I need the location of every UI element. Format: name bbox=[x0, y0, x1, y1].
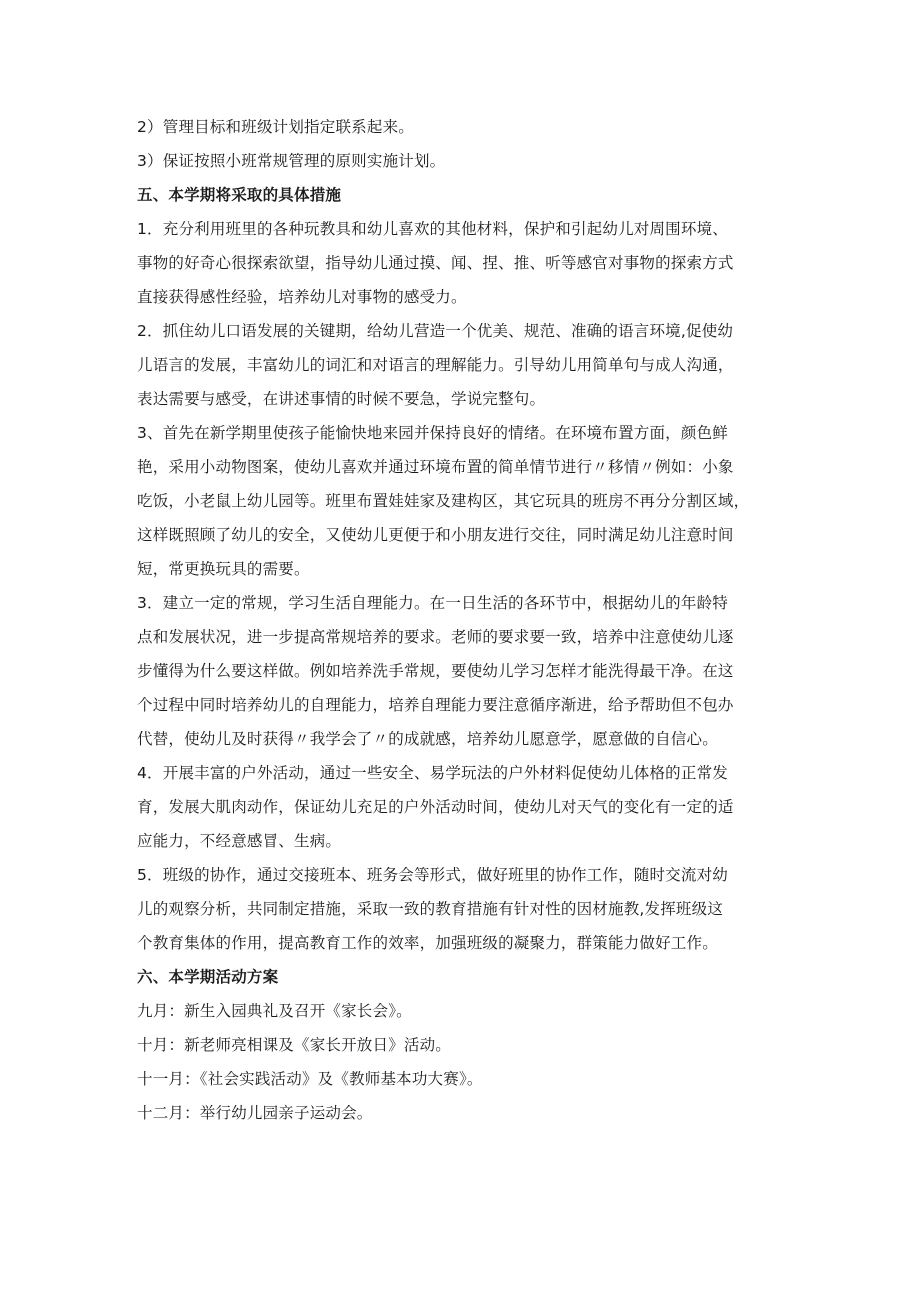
text-line: 个过程中同时培养幼儿的自理能力，培养自理能力要注意循序渐进，给予帮助但不包办 bbox=[137, 696, 734, 714]
text-line: 短，常更换玩具的需要。 bbox=[137, 560, 310, 578]
text-line: 儿语言的发展，丰富幼儿的词汇和对语言的理解能力。引导幼儿用简单句与成人沟通， bbox=[137, 356, 734, 374]
text-line: 育，发展大肌肉动作，保证幼儿充足的户外活动时间，使幼儿对天气的变化有一定的适 bbox=[137, 798, 734, 816]
text-line: 代替，使幼儿及时获得〃我学会了〃的成就感，培养幼儿愿意学，愿意做的自信心。 bbox=[137, 730, 718, 748]
text-line: 表达需要与感受，在讲述事情的时候不要急，学说完整句。 bbox=[137, 390, 546, 408]
text-line: 直接获得感性经验，培养幼儿对事物的感受力。 bbox=[137, 288, 467, 306]
document-body bbox=[137, 110, 787, 1130]
text-line: 吃饭，小老鼠上幼儿园等。班里布置娃娃家及建构区，其它玩具的班房不再分分割区域， bbox=[137, 492, 750, 510]
text-line: 个教育集体的作用，提高教育工作的效率，加强班级的凝聚力，群策能力做好工作。 bbox=[137, 934, 718, 952]
text-line: 点和发展状况，进一步提高常规培养的要求。老师的要求要一致，培养中注意使幼儿逐 bbox=[137, 628, 734, 646]
list-item-3: 3）保证按照小班常规管理的原则实施计划。 bbox=[137, 152, 446, 170]
paragraph-measure-5 bbox=[137, 858, 787, 960]
text-line: 3．建立一定的常规，学习生活自理能力。在一日生活的各环节中，根据幼儿的年龄特 bbox=[137, 594, 728, 612]
activity-december: 十二月：举行幼儿园亲子运动会。 bbox=[137, 1104, 373, 1122]
activity-november: 十一月：《社会实践活动》及《教师基本功大赛》。 bbox=[137, 1070, 483, 1088]
text-line: 儿的观察分析，共同制定措施，采取一致的教育措施有针对性的因材施教,发挥班级这 bbox=[137, 900, 724, 918]
section-heading-6: 六、本学期活动方案 bbox=[137, 968, 279, 986]
text-line: 1．充分利用班里的各种玩教具和幼儿喜欢的其他材料，保护和引起幼儿对周围环境、 bbox=[137, 220, 728, 238]
paragraph-measure-2 bbox=[137, 314, 787, 416]
paragraph-measure-1 bbox=[137, 212, 787, 314]
list-item-2: 2）管理目标和班级计划指定联系起来。 bbox=[137, 118, 414, 136]
text-line: 应能力，不经意感冒、生病。 bbox=[137, 832, 342, 850]
text-line: 步懂得为什么要这样做。例如培养洗手常规，要使幼儿学习怎样才能洗得最干净。在这 bbox=[137, 662, 734, 680]
text-line: 4．开展丰富的户外活动，通过一些安全、易学玩法的户外材料促使幼儿体格的正常发 bbox=[137, 764, 728, 782]
activity-october: 十月：新老师亮相课及《家长开放日》活动。 bbox=[137, 1036, 452, 1054]
paragraph-measure-3b bbox=[137, 586, 787, 756]
activity-september: 九月：新生入园典礼及召开《家长会》。 bbox=[137, 1002, 412, 1020]
text-line: 艳，采用小动物图案，使幼儿喜欢并通过环境布置的简单情节进行〃移情〃例如：小象 bbox=[137, 458, 734, 476]
paragraph-measure-3a bbox=[137, 416, 787, 586]
text-line: 5．班级的协作，通过交接班本、班务会等形式，做好班里的协作工作，随时交流对幼 bbox=[137, 866, 728, 884]
text-line: 2．抓住幼儿口语发展的关键期，给幼儿营造一个优美、规范、准确的语言环境,促使幼 bbox=[137, 322, 734, 340]
text-line: 事物的好奇心很探索欲望，指导幼儿通过摸、闻、捏、推、听等感官对事物的探索方式 bbox=[137, 254, 734, 272]
section-heading-5: 五、本学期将采取的具体措施 bbox=[137, 186, 342, 204]
paragraph-measure-4 bbox=[137, 756, 787, 858]
text-line: 这样既照顾了幼儿的安全，又使幼儿更便于和小朋友进行交往，同时满足幼儿注意时间 bbox=[137, 526, 734, 544]
text-line: 3、首先在新学期里使孩子能愉快地来园并保持良好的情绪。在环境布置方面，颜色鲜 bbox=[137, 424, 728, 442]
